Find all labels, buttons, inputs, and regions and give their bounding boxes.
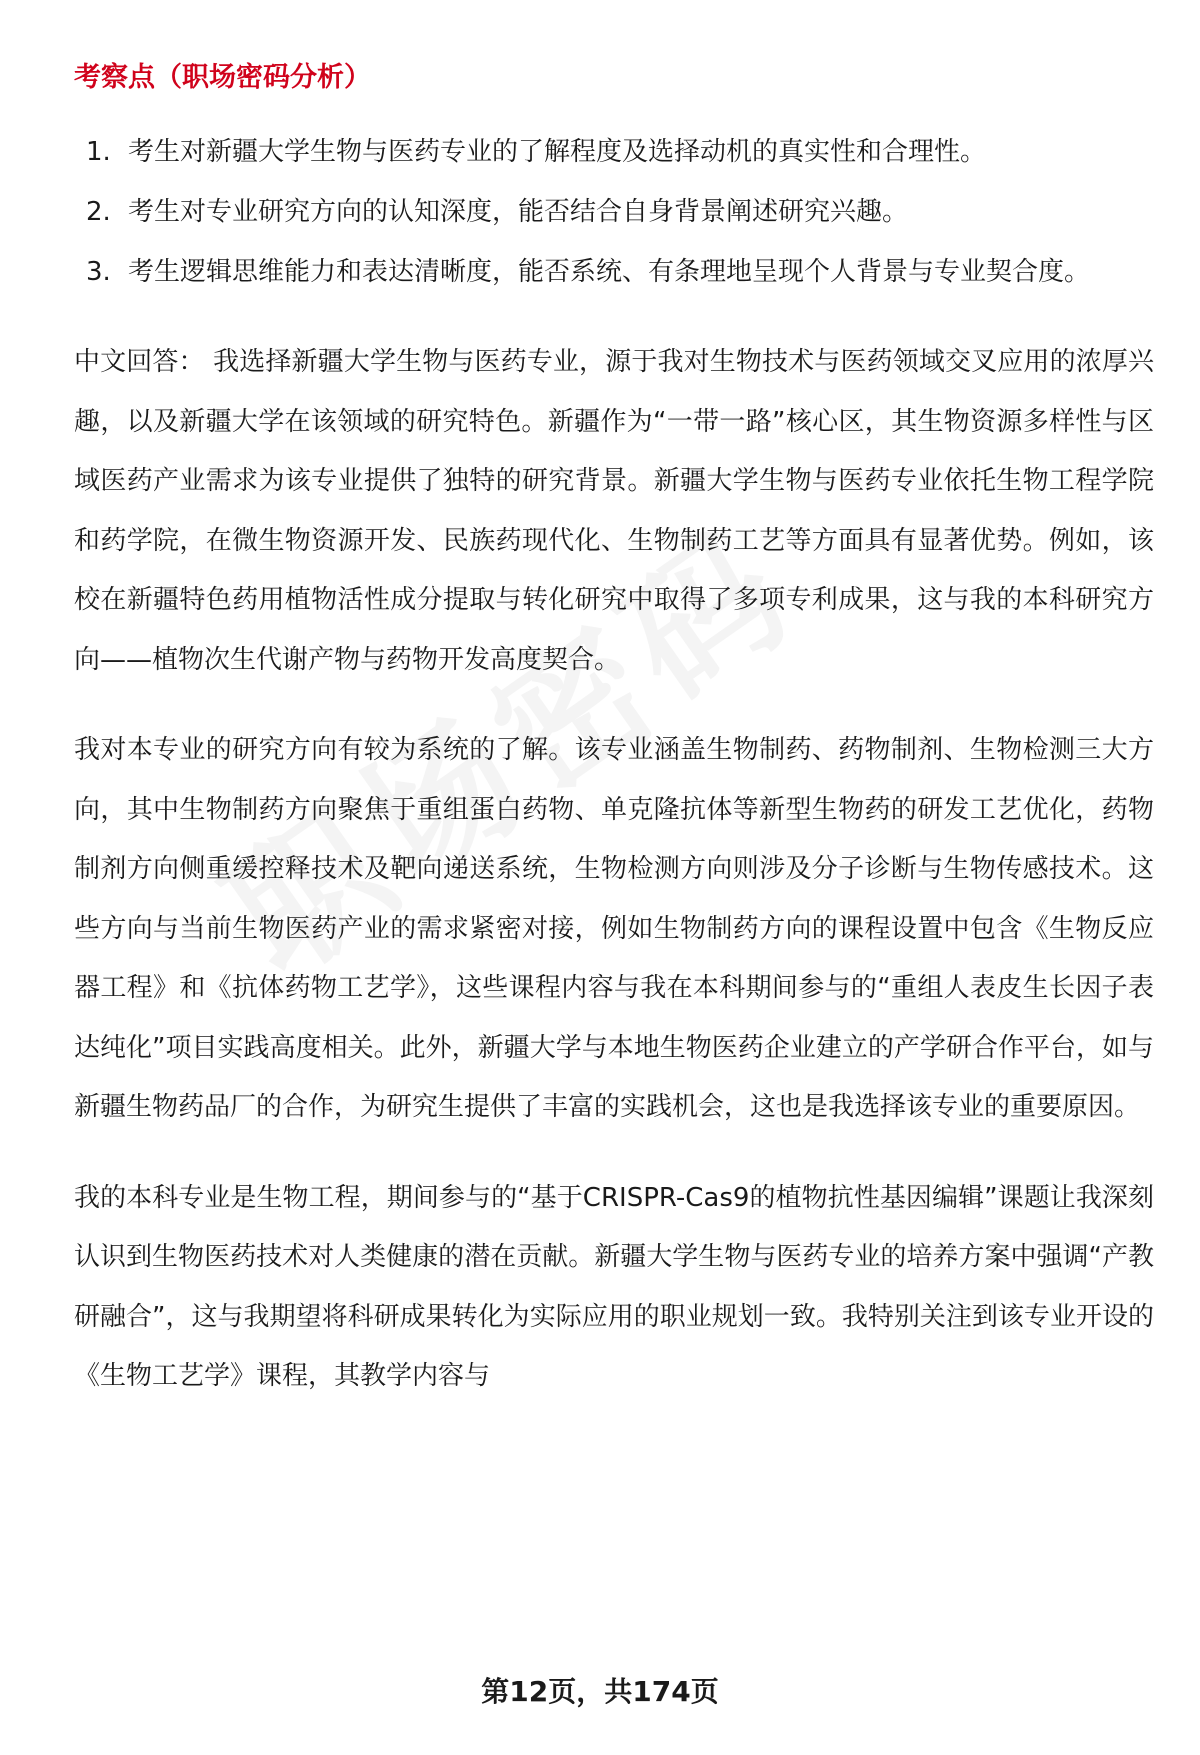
list-item	[74, 242, 1154, 302]
list-item	[74, 182, 1154, 242]
list-number: 3.	[86, 257, 111, 287]
list-item	[74, 122, 1154, 182]
list-item-text: 考生对新疆大学生物与医药专业的了解程度及选择动机的真实性和合理性。	[128, 137, 987, 167]
answer-paragraph: 我的本科专业是生物工程，期间参与的“基于CRISPR-Cas9的植物抗性基因编辑”课题让我深刻认识到生物医药技术对人类健康的潜在贡献。新疆大学生物与医药专业的培养方案中强调“产教研融合”，这与我期望将科研成果转化为实际应用的职业规划一致。我特别关注到该专业开设的《生物工艺学》课程，其教学内容与	[74, 1182, 1154, 1391]
document-page	[74, 58, 1154, 1407]
page-number-footer: 第12页，共174页	[481, 1675, 719, 1708]
list-item-text: 考生逻辑思维能力和表达清晰度，能否系统、有条理地呈现个人背景与专业契合度。	[128, 257, 1091, 287]
answer-paragraph: 我对本专业的研究方向有较为系统的了解。该专业涵盖生物制药、药物制剂、生物检测三大方向，其中生物制药方向聚焦于重组蛋白药物、单克隆抗体等新型生物药的研发工艺优化，药物制剂方向侧重缓控释技术及靶向递送系统，生物检测方向则涉及分子诊断与生物传感技术。这些方向与当前生物医药产业的需求紧密对接，例如生物制药方向的课程设置中包含《生物反应器工程》和《抗体药物工艺学》，这些课程内容与我在本科期间参与的“重组人表皮生长因子表达纯化”项目实践高度相关。此外，新疆大学与本地生物医药企业建立的产学研合作平台，如与新疆生物药品厂的合作，为研究生提供了丰富的实践机会，这也是我选择该专业的重要原因。	[74, 735, 1154, 1122]
list-number: 1.	[86, 137, 111, 167]
section-title: 考察点（职场密码分析）	[74, 62, 371, 93]
list-number: 2.	[86, 197, 111, 227]
assessment-points-list	[74, 122, 1154, 302]
answer-paragraph: 中文回答： 我选择新疆大学生物与医药专业，源于我对生物技术与医药领域交叉应用的浓厚兴趣，以及新疆大学在该领域的研究特色。新疆作为“一带一路”核心区，其生物资源多样性与区域医药产业需求为该专业提供了独特的研究背景。新疆大学生物与医药专业依托生物工程学院和药学院，在微生物资源开发、民族药现代化、生物制药工艺等方面具有显著优势。例如，该校在新疆特色药用植物活性成分提取与转化研究中取得了多项专利成果，这与我的本科研究方向——植物次生代谢产物与药物开发高度契合。	[74, 347, 1154, 675]
list-item-text: 考生对专业研究方向的认知深度，能否结合自身背景阐述研究兴趣。	[128, 197, 909, 227]
